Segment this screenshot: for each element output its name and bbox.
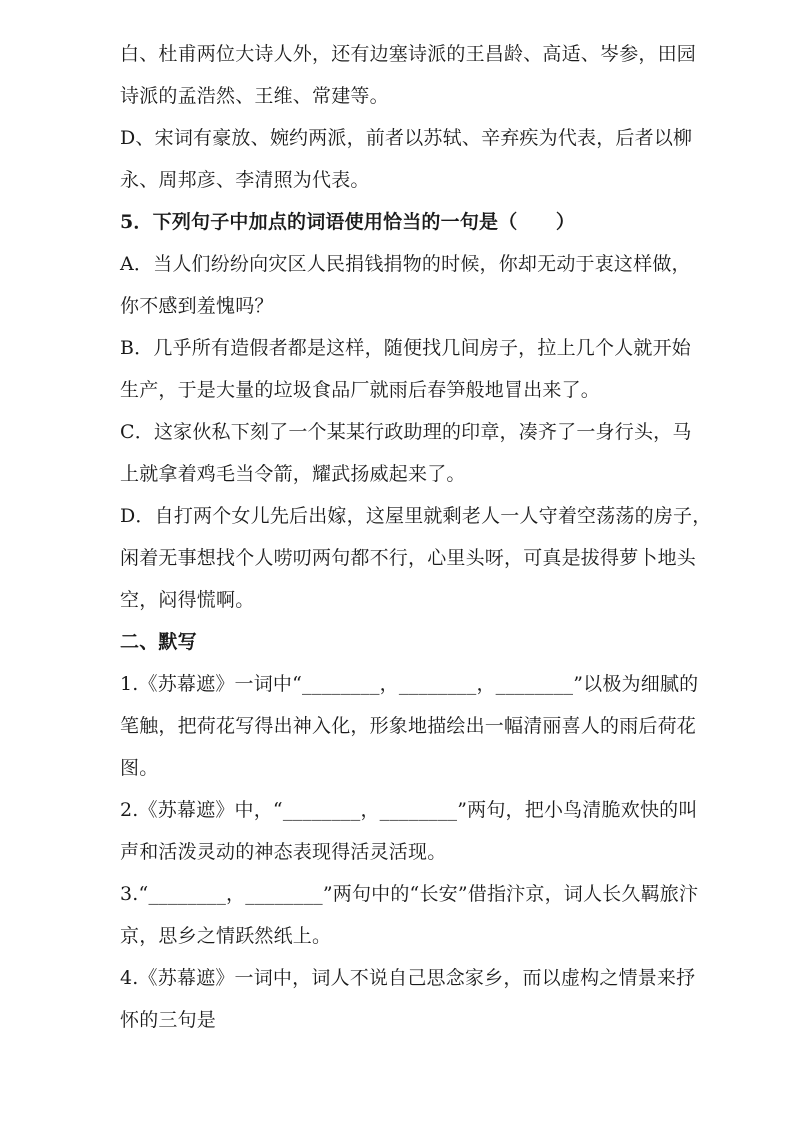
text-line: 图。 [120, 757, 159, 779]
option-d-line: D．自打两个女儿先后出嫁，这屋里就剩老人一人守着空荡荡的房子， [120, 505, 712, 527]
text-line: 空，闷得慌啊。 [120, 589, 255, 611]
text-line: 白、杜甫两位大诗人外，还有边塞诗派的王昌龄、高适、岑参，田园 [120, 43, 697, 65]
text-line: 笔触，把荷花写得出神入化，形象地描绘出一幅清丽喜人的雨后荷花 [120, 715, 697, 737]
text-line: 上就拿着鸡毛当令箭，耀武扬威起来了。 [120, 463, 466, 485]
option-a-line: A．当人们纷纷向灾区人民捐钱捐物的时候，你却无动于衷这样做， [120, 253, 691, 275]
fill-blank-question-4: 4.《苏幕遮》一词中，词人不说自己思念家乡，而以虚构之情景来抒 [120, 967, 696, 989]
text-line: 诗派的孟浩然、王维、常建等。 [120, 85, 389, 107]
option-c-line: C．这家伙私下刻了一个某某行政助理的印章，凑齐了一身行头，马 [120, 421, 692, 443]
fill-blank-question-1: 1.《苏幕遮》一词中“________，________，________”以极为细腻的 [120, 673, 699, 695]
text-line: 生产，于是大量的垃圾食品厂就雨后春笋般地冒出来了。 [120, 379, 601, 401]
text-line: 永、周邦彦、李清照为代表。 [120, 169, 370, 191]
question-5-heading: 5．下列句子中加点的词语使用恰当的一句是（ ） [120, 211, 576, 233]
text-line: 你不感到羞愧吗？ [120, 295, 274, 317]
fill-blank-question-2: 2.《苏幕遮》中，“________，________”两句，把小鸟清脆欢快的叫 [120, 799, 698, 821]
text-line: 声和活泼灵动的神态表现得活灵活现。 [120, 841, 447, 863]
text-line: 怀的三句是 [120, 1009, 217, 1031]
option-b-line: B．几乎所有造假者都是这样，随便找几间房子，拉上几个人就开始 [120, 337, 691, 359]
section-heading: 二、默写 [120, 631, 197, 653]
text-line: 京，思乡之情跃然纸上。 [120, 925, 332, 947]
text-line: 闲着无事想找个人唠叨两句都不行，心里头呀，可真是拔得萝卜地头 [120, 547, 697, 569]
fill-blank-question-3: 3.“________，________”两句中的“长安”借指汴京，词人长久羁旅汴 [120, 883, 699, 905]
option-d-line: D、宋词有豪放、婉约两派，前者以苏轼、辛弃疾为代表，后者以柳 [120, 127, 693, 149]
